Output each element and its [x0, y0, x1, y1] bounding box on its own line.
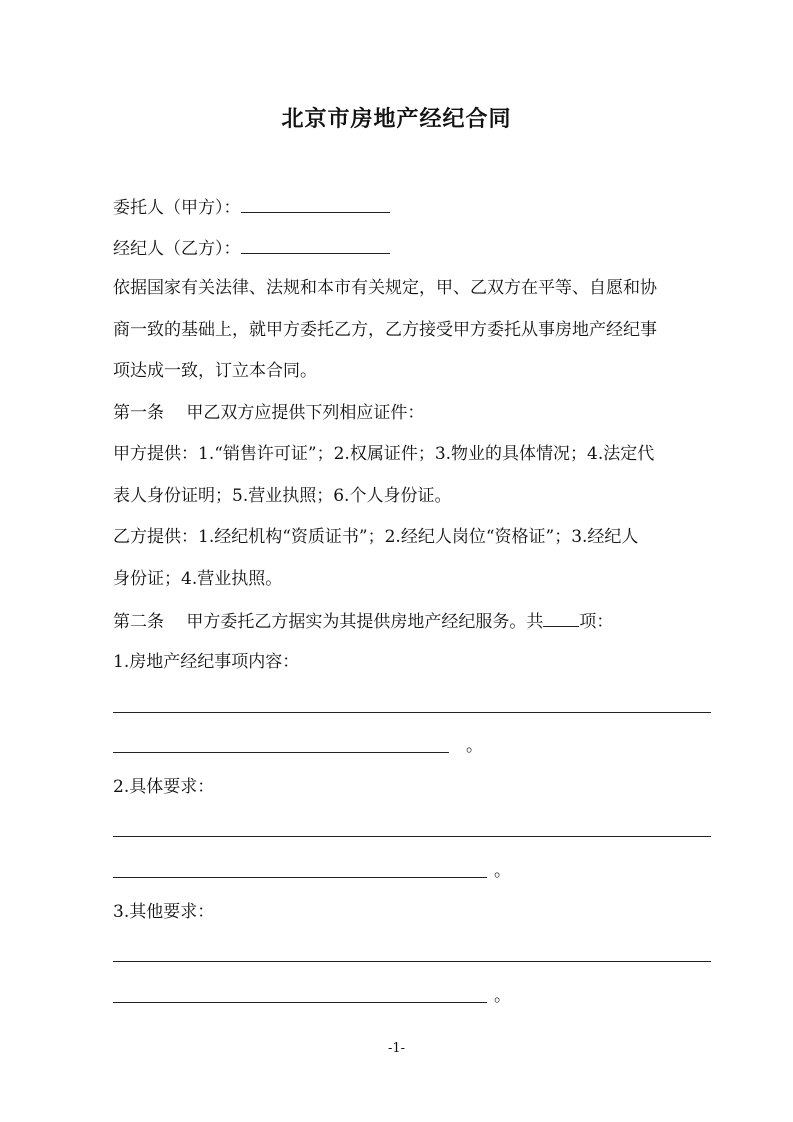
preamble-line-1: 依据国家有关法律、法规和本市有关规定，甲、乙双方在平等、自愿和协 — [113, 278, 657, 298]
item1-label: 1.房地产经纪事项内容： — [113, 652, 300, 672]
article1-party-a-line-2: 表人身份证明；5.营业执照；6.个人身份证。 — [113, 486, 452, 506]
agent-party-line — [113, 235, 390, 261]
item1-end-mark: 。 — [466, 736, 483, 756]
item-count-blank[interactable] — [543, 608, 579, 627]
document-title: 北京市房地产经纪合同 — [281, 106, 512, 132]
article1-party-b-line-1: 乙方提供：1.经纪机构“资质证书”；2.经纪人岗位“资格证”；3.经纪人 — [113, 527, 639, 547]
agent-name-blank[interactable] — [241, 235, 390, 254]
article1-party-a-line-1: 甲方提供：1.“销售许可证”；2.权属证件；3.物业的具体情况；4.法定代 — [113, 444, 655, 464]
client-label: 委托人（甲方）： — [113, 198, 241, 218]
item1-fill-line-2[interactable] — [113, 752, 449, 753]
agent-label: 经纪人（乙方）： — [113, 239, 241, 259]
article2-heading-text: 第二条 甲方委托乙方据实为其提供房地产经纪服务。共 — [113, 612, 544, 632]
item2-fill-line-2[interactable] — [113, 877, 487, 878]
item2-label: 2.具体要求： — [113, 777, 215, 797]
client-party-line — [113, 194, 390, 220]
item3-fill-line-2[interactable] — [113, 1002, 487, 1003]
item3-end-mark: 。 — [494, 986, 511, 1006]
preamble-line-2: 商一致的基础上，就甲方委托乙方，乙方接受甲方委托从事房地产经纪事 — [113, 320, 657, 340]
article2-heading — [113, 608, 613, 634]
item1-fill-line-1[interactable] — [113, 712, 711, 713]
article1-party-b-line-2: 身份证；4.营业执照。 — [113, 569, 283, 589]
item3-fill-line-1[interactable] — [113, 961, 711, 962]
item3-label: 3.其他要求： — [113, 902, 215, 922]
preamble-line-3: 项达成一致，订立本合同。 — [113, 361, 317, 381]
item2-end-mark: 。 — [494, 861, 511, 881]
client-name-blank[interactable] — [241, 194, 390, 213]
article2-heading-suffix: 项： — [579, 612, 614, 632]
item2-fill-line-1[interactable] — [113, 836, 711, 837]
page-number: -1- — [387, 1041, 406, 1056]
article1-heading: 第一条 甲乙双方应提供下列相应证件： — [113, 403, 425, 423]
